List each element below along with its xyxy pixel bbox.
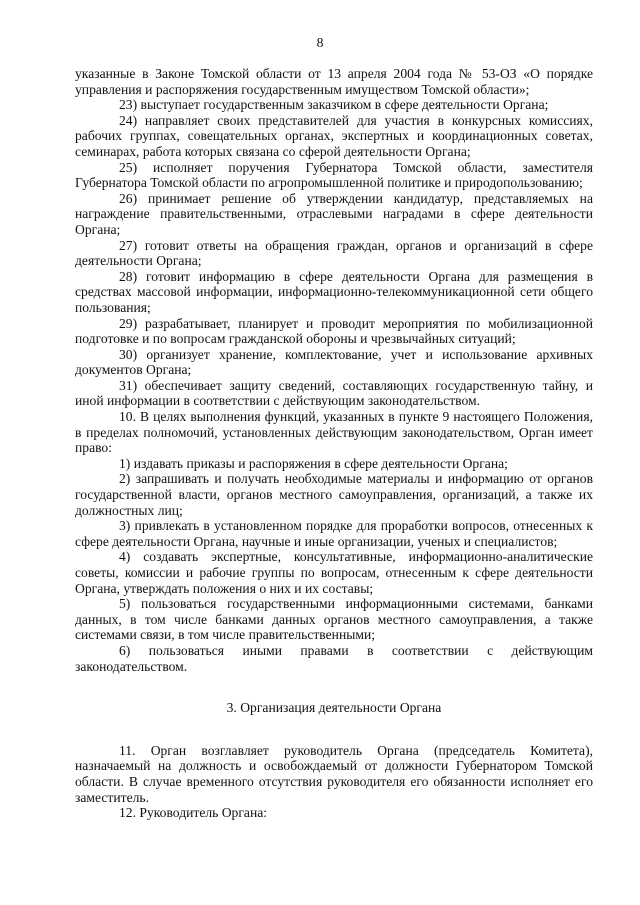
paragraph: 5) пользоваться государственными информационными системами, банками данных, в том числе банками данных органов местного самоуправления, а также системами связи, в том числе правительственными; — [75, 596, 593, 643]
paragraph: 24) направляет своих представителей для участия в конкурсных комиссиях, рабочих группах, совещательных органах, экспертных и координационных советах, семинарах, работа которых связана со сферой деятельности Органа; — [75, 112, 593, 159]
paragraph: 6) пользоваться иными правами в соответствии с действующим законодательством. — [75, 642, 593, 674]
paragraph: 25) исполняет поручения Губернатора Томской области, заместителя Губернатора Томской области по агропромышленной политике и природопользованию; — [75, 159, 593, 191]
paragraph: 3) привлекать в установленном порядке для проработки вопросов, отнесенных к сфере деятельности Органа, научные и иные организации, ученых и специалистов; — [75, 518, 593, 549]
page-number: 8 — [316, 35, 324, 50]
paragraph: 30) организует хранение, комплектование, учет и использование архивных документов Органа; — [75, 346, 593, 378]
paragraph: 12. Руководитель Органа: — [119, 805, 268, 821]
paragraph: 23) выступает государственным заказчиком в сфере деятельности Органа; — [119, 97, 549, 113]
paragraph: 26) принимает решение об утверждении кандидатур, представляемых на награждение правительственными, отраслевыми наградами в сфере деятельности Органа; — [75, 190, 593, 237]
paragraph: 11. Орган возглавляет руководитель Органа (председатель Комитета), назначаемый на должность и освобождаемый от должности Губернатором Томской области. В случае временного отсутствия руководителя его обязанности исполняет его заместитель. — [75, 742, 593, 805]
paragraph: 1) издавать приказы и распоряжения в сфере деятельности Органа; — [119, 455, 508, 471]
document-body — [75, 66, 593, 821]
paragraph: 27) готовит ответы на обращения граждан, органов и организаций в сфере деятельности Органа; — [75, 237, 593, 269]
paragraph: 10. В целях выполнения функций, указанных в пункте 9 настоящего Положения, в пределах полномочий, установленных действующим законодательством, Орган имеет право: — [75, 409, 593, 456]
paragraph: указанные в Законе Томской области от 13 апреля 2004 года № 53-ОЗ «О порядке управления и распоряжения государственным имуществом Томской области»; — [75, 66, 593, 97]
paragraph: 31) обеспечивает защиту сведений, составляющих государственную тайну, и иной информации в соответствии с действующим законодательством. — [75, 377, 593, 409]
paragraph: 29) разрабатывает, планирует и проводит мероприятия по мобилизационной подготовке и по вопросам гражданской обороны и чрезвычайных ситуаций; — [75, 315, 593, 347]
paragraph: 28) готовит информацию в сфере деятельности Органа для размещения в средствах массовой информации, информационно-телекоммуникационной сети общего пользования; — [75, 268, 593, 315]
section-heading: 3. Организация деятельности Органа — [226, 700, 442, 716]
paragraph: 4) создавать экспертные, консультативные, информационно-аналитические советы, комиссии и рабочие группы по вопросам, отнесенным к сфере деятельности Органа, утверждать положения о них и их составы; — [75, 549, 593, 596]
paragraph: 2) запрашивать и получать необходимые материалы и информацию от органов государственной власти, органов местного самоуправления, организаций, а также их должностных лиц; — [75, 471, 593, 518]
